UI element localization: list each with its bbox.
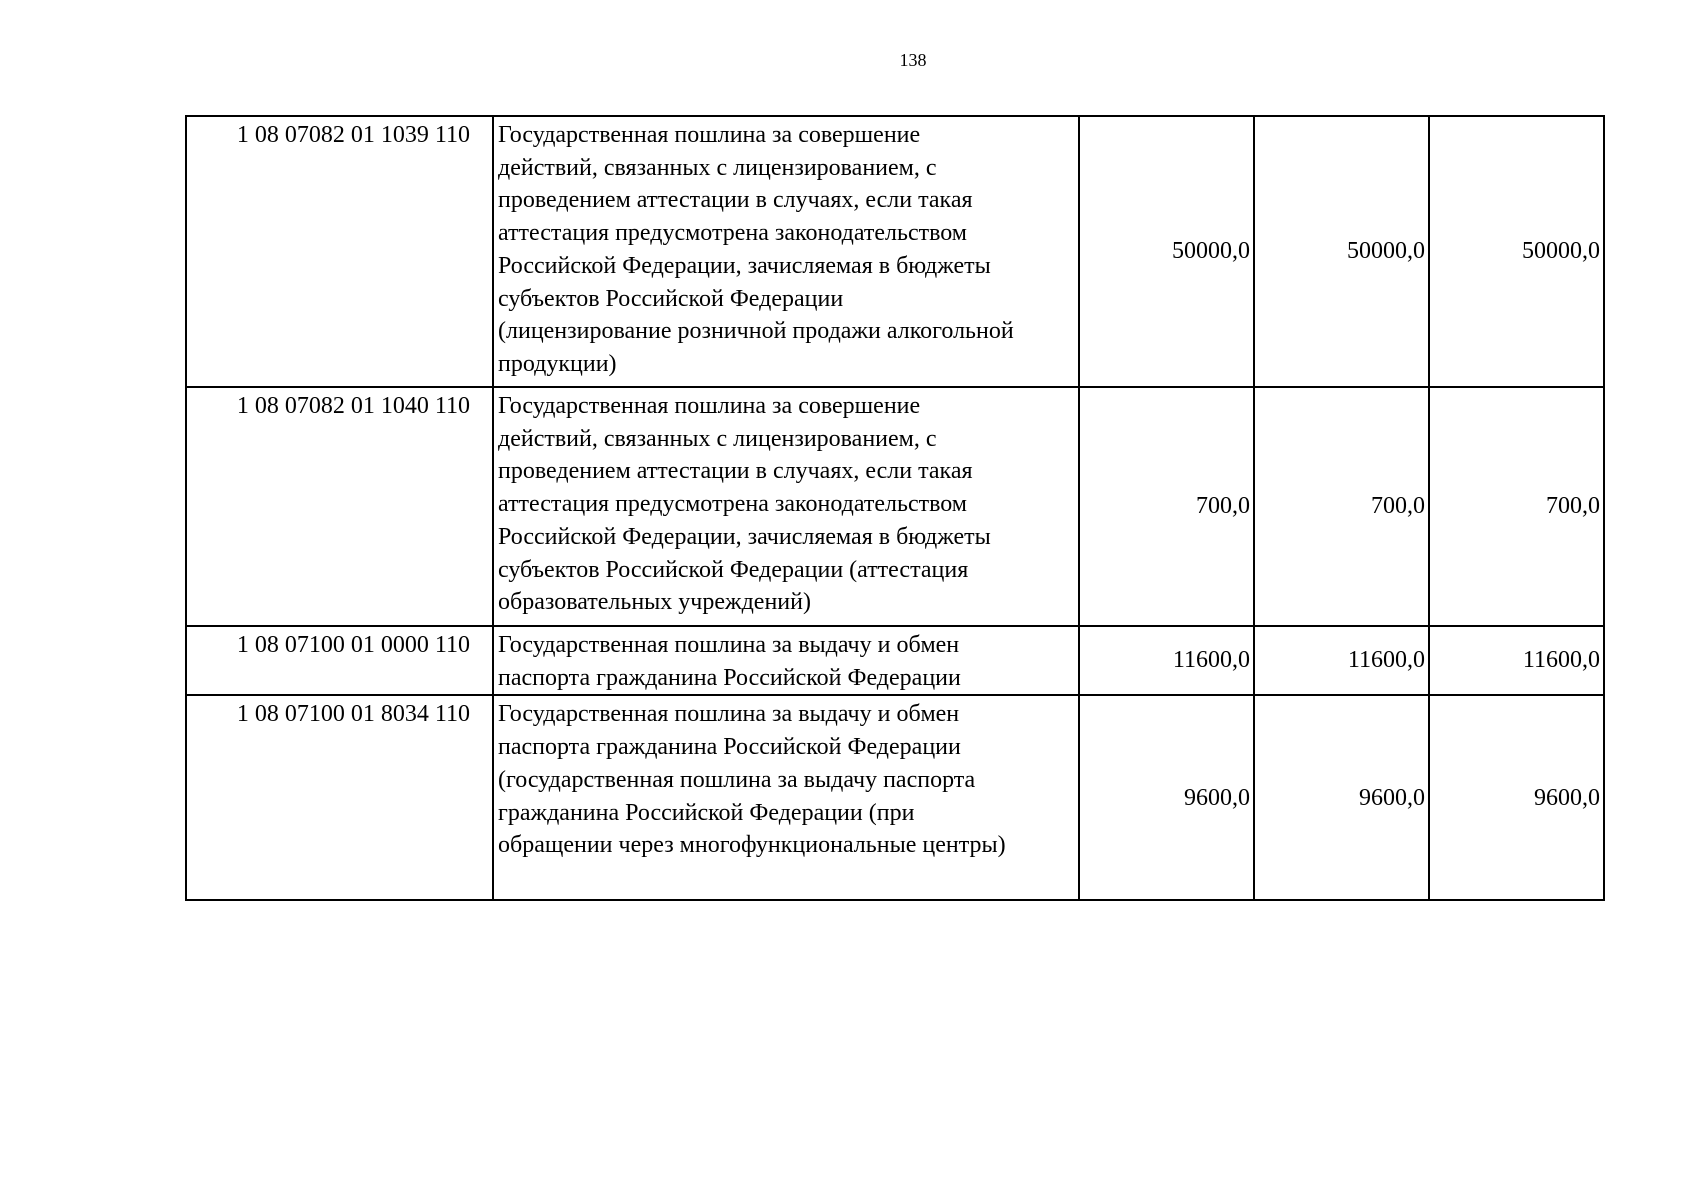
budget-classification-code	[186, 116, 493, 387]
page-number: 138	[899, 50, 927, 70]
amount-cell	[1254, 626, 1429, 695]
table-row	[186, 626, 1604, 695]
amount-value: 50000,0	[1522, 238, 1600, 265]
description-text: Государственная пошлина за совершение действий, связанных с лицензированием, с проведением аттестации в случаях, если такая аттестация предусмотрена законодательством Российской Федерации, зачисляемая в бюджеты субъектов Российской Федерации (лицензирование розничной продажи алкогольной продукции)	[498, 122, 1014, 377]
budget-classification-code	[186, 626, 493, 695]
table-row	[186, 695, 1604, 900]
table-row	[186, 387, 1604, 626]
amount-cell	[1254, 116, 1429, 387]
amount-value: 50000,0	[1347, 238, 1425, 265]
revenue-description	[493, 626, 1079, 695]
budget-classification-code	[186, 387, 493, 626]
revenue-description	[493, 695, 1079, 900]
amount-cell	[1079, 695, 1254, 900]
amount-cell	[1254, 695, 1429, 900]
budget-revenue-table	[185, 115, 1605, 901]
amount-cell	[1429, 695, 1604, 900]
amount-value: 700,0	[1196, 493, 1250, 520]
amount-value: 11600,0	[1172, 647, 1250, 674]
description-text: Государственная пошлина за совершение действий, связанных с лицензированием, с проведением аттестации в случаях, если такая аттестация предусмотрена законодательством Российской Федерации, зачисляемая в бюджеты субъектов Российской Федерации (аттестация образовательных учреждений)	[498, 393, 991, 616]
amount-value: 11600,0	[1522, 647, 1600, 674]
amount-value: 9600,0	[1184, 784, 1250, 811]
amount-cell	[1254, 387, 1429, 626]
description-text: Государственная пошлина за выдачу и обмен паспорта гражданина Российской Федерации	[498, 632, 961, 691]
code-text: 1 08 07082 01 1040 110	[236, 393, 470, 419]
table-row	[186, 116, 1604, 387]
amount-cell	[1079, 387, 1254, 626]
code-text: 1 08 07100 01 8034 110	[236, 701, 470, 728]
amount-cell	[1429, 626, 1604, 695]
amount-cell	[1429, 387, 1604, 626]
amount-value: 50000,0	[1172, 238, 1250, 265]
revenue-description	[493, 387, 1079, 626]
budget-classification-code	[186, 695, 493, 900]
amount-value: 700,0	[1371, 493, 1425, 520]
amount-cell	[1429, 116, 1604, 387]
amount-value: 9600,0	[1534, 784, 1600, 811]
code-text: 1 08 07082 01 1039 110	[236, 122, 470, 148]
code-text: 1 08 07100 01 0000 110	[236, 632, 470, 658]
revenue-description	[493, 116, 1079, 387]
description-text: Государственная пошлина за выдачу и обмен паспорта гражданина Российской Федерации (государственная пошлина за выдачу паспорта гражданина Российской Федерации (при обращении через многофункциональные центры)	[498, 701, 1006, 859]
amount-cell	[1079, 626, 1254, 695]
amount-value: 700,0	[1546, 493, 1600, 520]
amount-value: 11600,0	[1347, 647, 1425, 674]
amount-cell	[1079, 116, 1254, 387]
amount-value: 9600,0	[1359, 784, 1425, 811]
